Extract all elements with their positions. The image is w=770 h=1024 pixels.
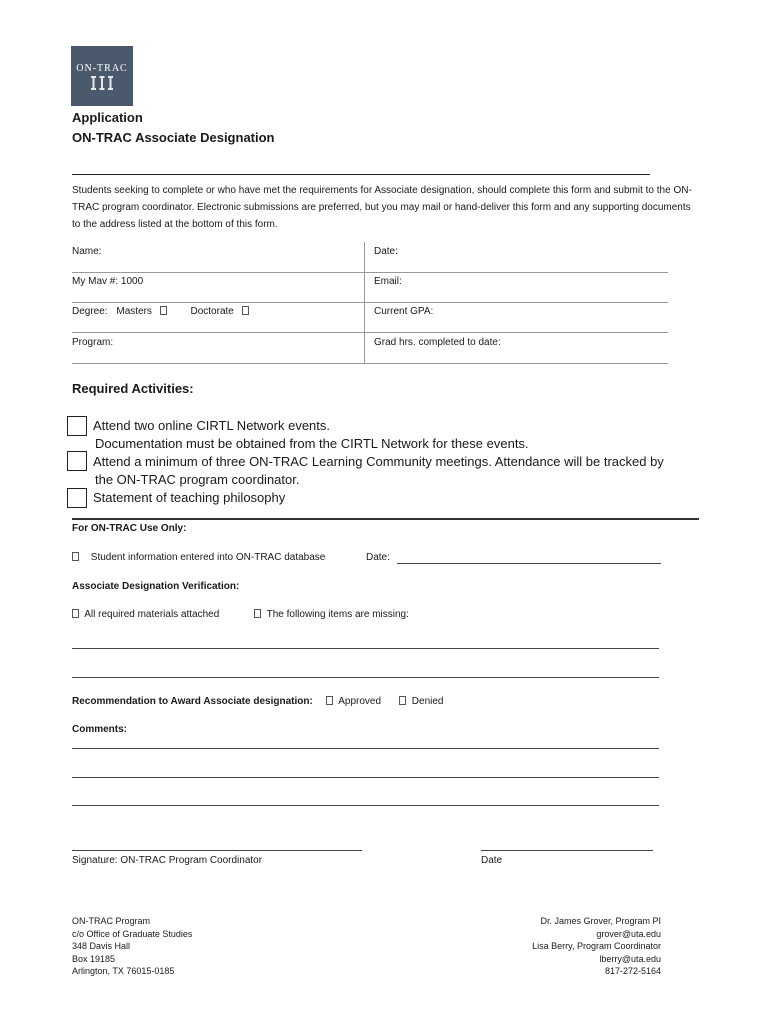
missing-items-line-1 xyxy=(72,648,659,649)
footer-address-line: ON-TRAC Program xyxy=(72,916,151,926)
name-label: Name: xyxy=(72,246,102,257)
database-date-label: Date: xyxy=(366,552,390,563)
office-use-divider xyxy=(72,518,699,520)
activity-2-line-2: the ON-TRAC program coordinator. xyxy=(95,472,300,487)
table-row-divider xyxy=(72,272,668,273)
footer-contact-phone: 817-272-5164 xyxy=(604,966,661,976)
signature-date-line xyxy=(481,850,653,851)
materials-attached-checkbox[interactable] xyxy=(72,609,79,618)
database-date-line xyxy=(397,563,661,564)
required-activities-heading: Required Activities: xyxy=(72,381,194,396)
footer-contact-line: Dr. James Grover, Program PI xyxy=(540,916,661,926)
activity-3-text: Statement of teaching philosophy xyxy=(93,490,286,505)
footer-address-line: Arlington, TX 76015-0185 xyxy=(72,966,175,976)
denied-label: Denied xyxy=(411,696,444,707)
doctorate-label: Doctorate xyxy=(190,306,234,317)
masters-label: Masters xyxy=(116,306,152,317)
doctorate-checkbox[interactable] xyxy=(242,306,249,315)
table-column-divider xyxy=(364,242,365,363)
database-entry-checkbox[interactable] xyxy=(72,552,79,561)
comments-label: Comments: xyxy=(72,724,128,735)
email-label: Email: xyxy=(374,276,402,287)
program-label: Program: xyxy=(72,337,114,348)
verification-heading: Associate Designation Verification: xyxy=(72,581,240,592)
intro-paragraph: Students seeking to complete or who have met the requirements for Associate designation, should complete this form and submit to the ON-TRAC program coordinator. Electronic submissions are preferred, but you may mail or hand-deliver this form and any supporting documents to the address listed at the bottom of this form. xyxy=(72,185,692,230)
items-missing-label: The following items are missing: xyxy=(266,609,409,620)
footer-address-line: c/o Office of Graduate Studies xyxy=(72,928,193,939)
footer-contacts xyxy=(461,915,661,978)
activity-3-checkbox[interactable] xyxy=(67,488,87,508)
comments-line-1 xyxy=(72,748,659,749)
footer-address xyxy=(72,915,192,978)
approved-label: Approved xyxy=(338,696,382,707)
masters-checkbox[interactable] xyxy=(160,306,167,315)
on-trac-logo xyxy=(71,46,133,106)
date-label: Date: xyxy=(374,246,398,257)
activity-2-line-1: Attend a minimum of three ON-TRAC Learning Community meetings. Attendance will be tracked by xyxy=(93,454,664,469)
signature-date-label: Date xyxy=(481,855,503,866)
signature-line xyxy=(72,850,362,851)
table-row-divider xyxy=(72,363,668,364)
office-use-heading: For ON-TRAC Use Only: xyxy=(72,523,187,534)
footer-contact-line: Lisa Berry, Program Coordinator xyxy=(532,941,661,951)
page-title-designation: ON-TRAC Associate Designation xyxy=(72,130,275,145)
recommendation-label: Recommendation to Award Associate designation: xyxy=(72,696,313,707)
mav-number-label: My Mav #: 1000 xyxy=(72,276,144,287)
footer-contact-email[interactable]: lberry@uta.edu xyxy=(599,953,661,964)
title-divider xyxy=(72,174,650,175)
table-row-divider xyxy=(72,332,668,333)
activity-2-checkbox[interactable] xyxy=(67,451,87,471)
denied-row xyxy=(399,696,443,707)
footer-address-line: Box 19185 xyxy=(72,953,116,964)
approved-checkbox[interactable] xyxy=(326,696,333,705)
signature-label: Signature: ON-TRAC Program Coordinator xyxy=(72,855,263,866)
logo-text: ON-TRAC xyxy=(76,63,128,74)
items-missing-row xyxy=(254,609,409,620)
footer-contact-email[interactable]: grover@uta.edu xyxy=(596,928,661,939)
activity-1-line-1: Attend two online CIRTL Network events. xyxy=(93,418,331,433)
items-missing-checkbox[interactable] xyxy=(254,609,261,618)
gpa-label: Current GPA: xyxy=(374,306,434,317)
page-title-application: Application xyxy=(72,110,143,125)
denied-checkbox[interactable] xyxy=(399,696,406,705)
materials-attached-label: All required materials attached xyxy=(84,609,220,620)
footer-address-line: 348 Davis Hall xyxy=(72,941,131,951)
approved-row xyxy=(326,696,381,707)
materials-attached-row xyxy=(72,609,219,620)
degree-label: Degree: xyxy=(72,306,108,317)
activity-1-line-2: Documentation must be obtained from the CIRTL Network for these events. xyxy=(95,436,529,451)
comments-line-3 xyxy=(72,805,659,806)
table-row-divider xyxy=(72,302,668,303)
comments-line-2 xyxy=(72,777,659,778)
grad-hours-label: Grad hrs. completed to date: xyxy=(374,337,501,348)
activity-1-checkbox[interactable] xyxy=(67,416,87,436)
database-entry-label: Student information entered into ON-TRAC database xyxy=(90,552,326,563)
logo-emblem-icon xyxy=(89,76,115,90)
database-entry-row xyxy=(72,552,325,563)
degree-row xyxy=(72,306,362,317)
missing-items-line-2 xyxy=(72,677,659,678)
